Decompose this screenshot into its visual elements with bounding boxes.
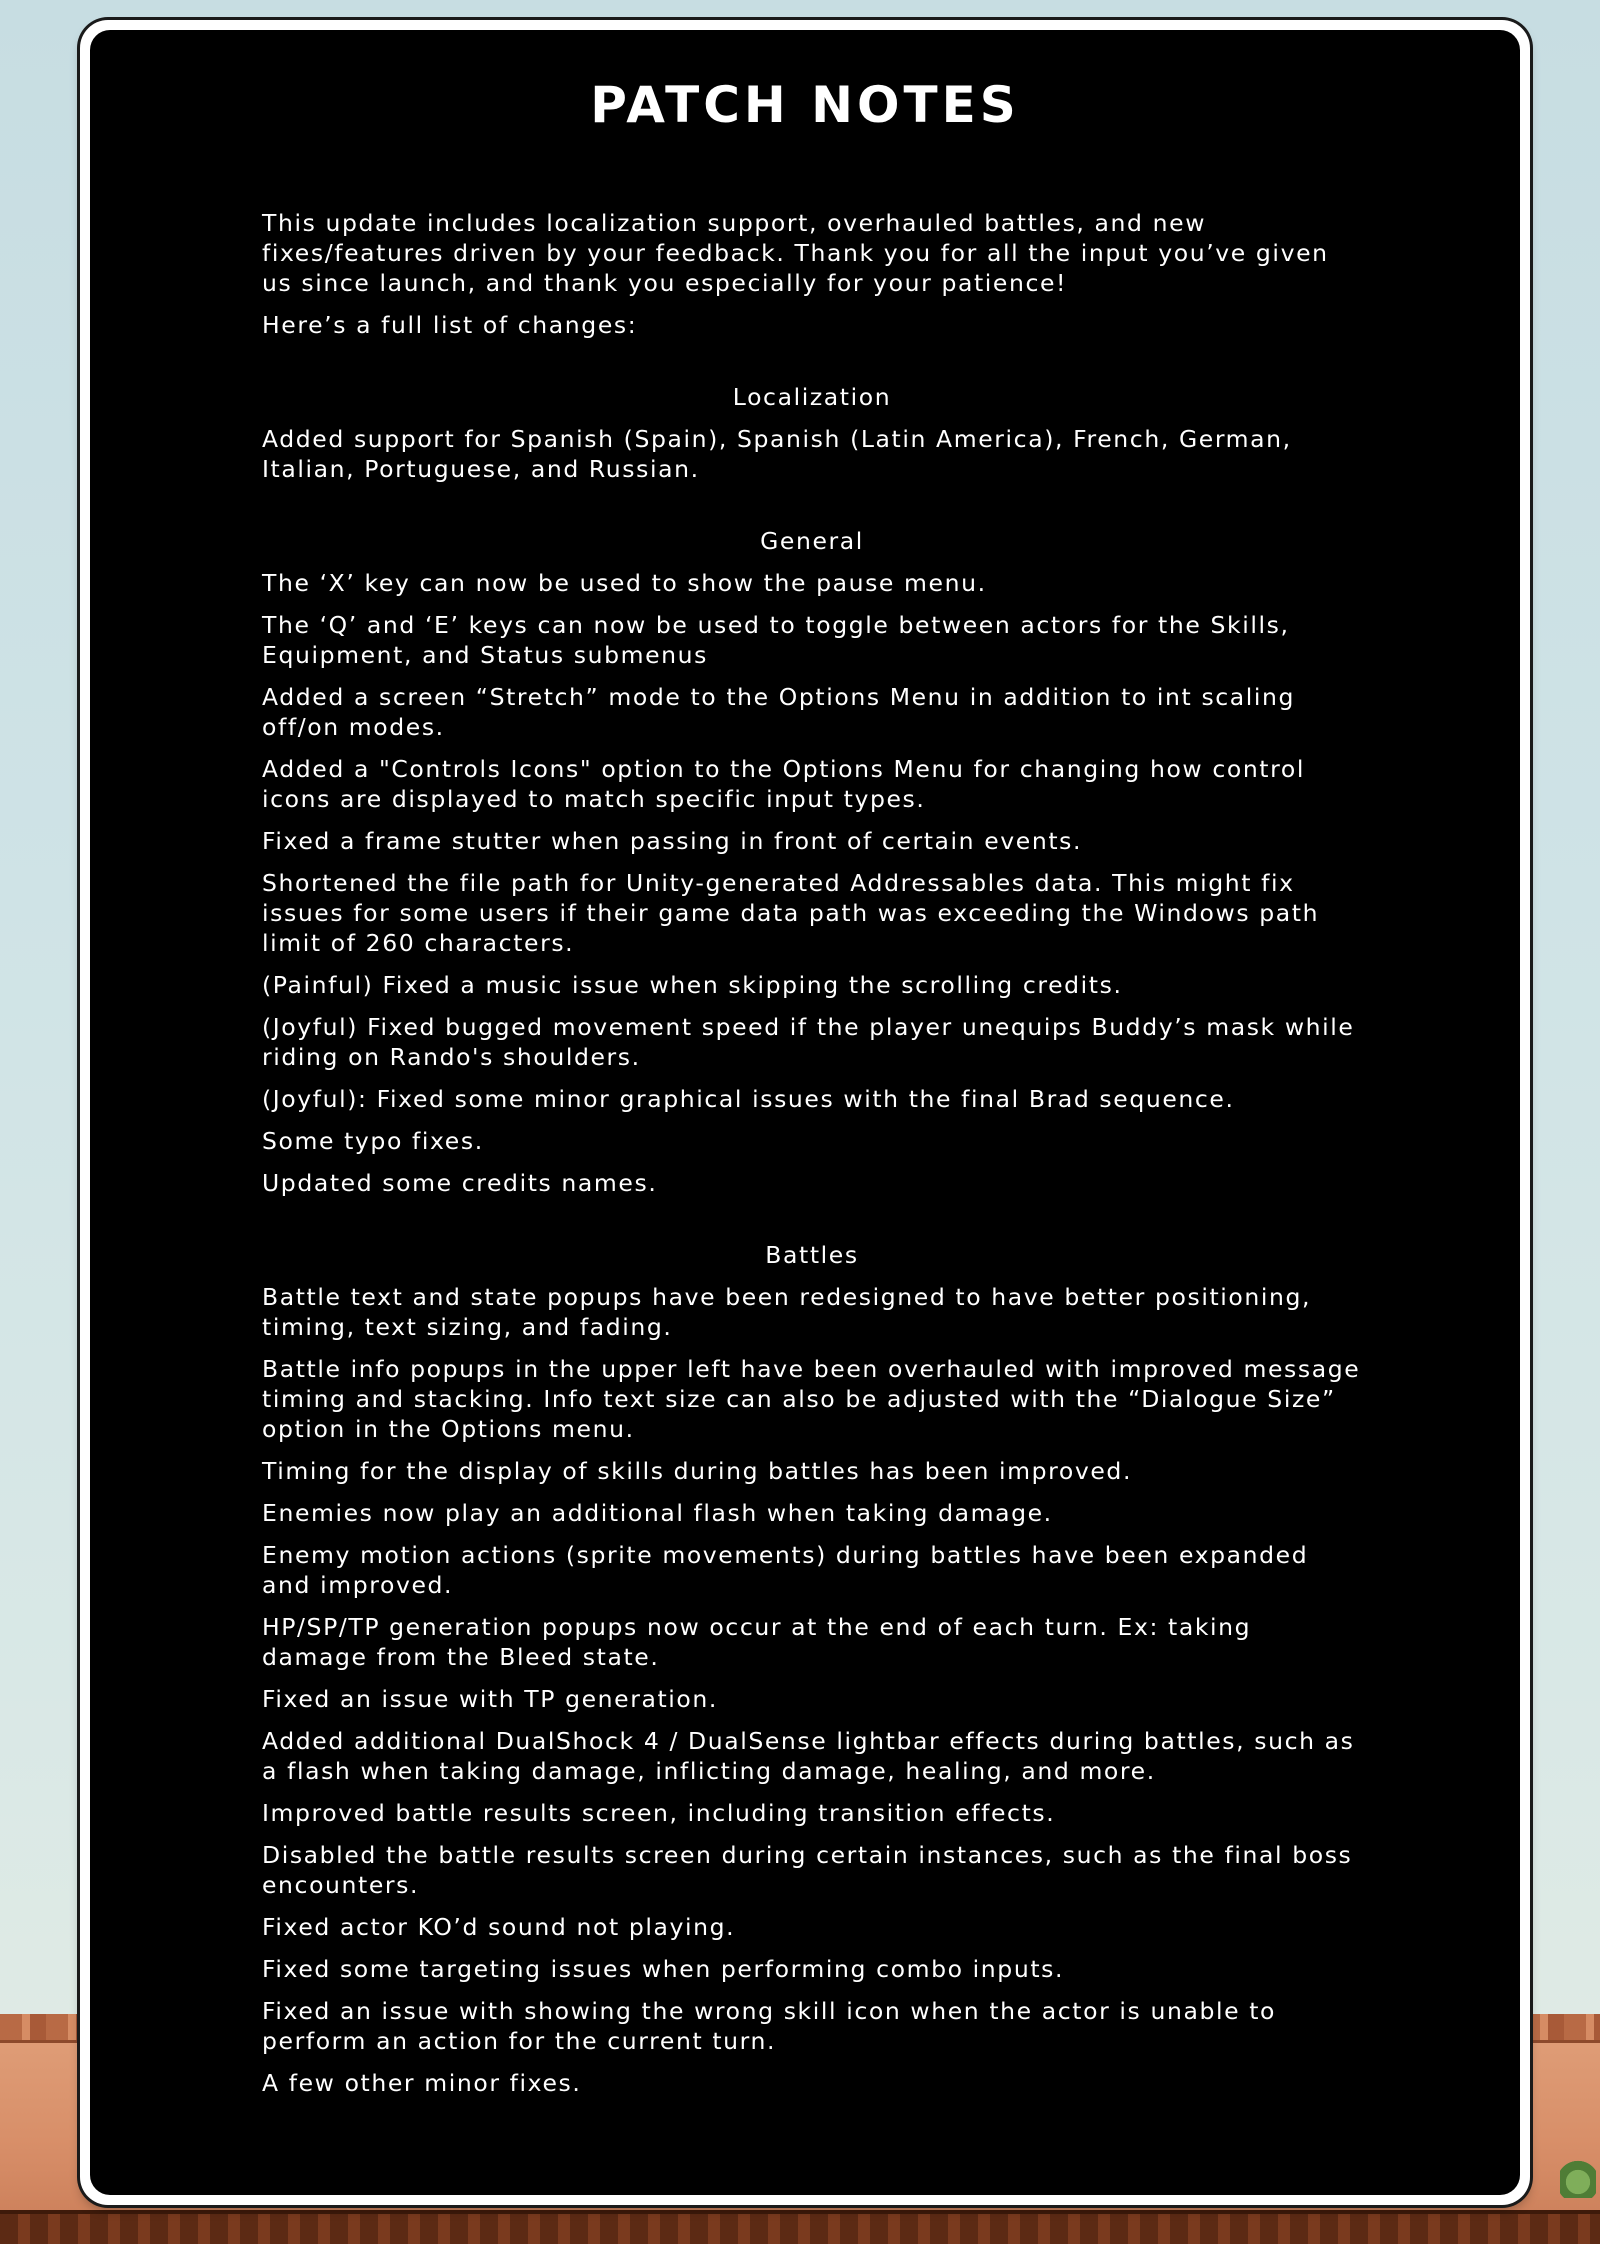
list-item: (Painful) Fixed a music issue when skipping the scrolling credits. <box>262 971 1123 999</box>
list-item: Enemy motion actions (sprite movements) during battles have been expanded and improved. <box>262 1541 1309 1599</box>
list-item: Shortened the file path for Unity-generated Addressables data. This might fix issues for some users if their game data path was exceeding the Windows path limit of 260 characters. <box>262 869 1320 957</box>
section-heading-localization: Localization <box>732 383 892 411</box>
list-item: Fixed an issue with showing the wrong skill icon when the actor is unable to perform an action for the current turn. <box>262 1997 1277 2055</box>
list-item: A few other minor fixes. <box>262 2069 582 2097</box>
list-item: (Joyful) Fixed bugged movement speed if the player unequips Buddy’s mask while riding on Rando's shoulders. <box>262 1013 1355 1071</box>
list-item: Added additional DualShock 4 / DualSense lightbar effects during battles, such as a flash when taking damage, inflicting damage, healing, and more. <box>262 1727 1355 1785</box>
patch-notes-window <box>80 20 1530 2205</box>
ground-bottom <box>0 2210 1600 2244</box>
list-item: Improved battle results screen, including transition effects. <box>262 1799 1056 1827</box>
list-item: The ‘Q’ and ‘E’ keys can now be used to toggle between actors for the Skills, Equipment, and Status submenus <box>262 611 1290 669</box>
list-item: The ‘X’ key can now be used to show the pause menu. <box>262 569 987 597</box>
patch-notes-content <box>262 208 1362 2110</box>
list-item: Added a screen “Stretch” mode to the Options Menu in addition to int scaling off/on modes. <box>262 683 1296 741</box>
list-item: Battle text and state popups have been redesigned to have better positioning, timing, text sizing, and fading. <box>262 1283 1312 1341</box>
intro-changes-label: Here’s a full list of changes: <box>262 311 638 339</box>
section-heading-general: General <box>760 527 864 555</box>
list-item: Battle info popups in the upper left have been overhauled with improved message timing and stacking. Info text size can also be adjusted with the “Dialogue Size” option in the Options menu. <box>262 1355 1361 1443</box>
list-item: Fixed an issue with TP generation. <box>262 1685 718 1713</box>
list-item: Fixed some targeting issues when performing combo inputs. <box>262 1955 1065 1983</box>
bush-icon <box>1560 2158 1596 2198</box>
section-heading-battles: Battles <box>765 1241 859 1269</box>
list-item: Enemies now play an additional flash when taking damage. <box>262 1499 1053 1527</box>
list-item: Fixed actor KO’d sound not playing. <box>262 1913 736 1941</box>
patch-notes-panel[interactable] <box>90 30 1520 2195</box>
list-item: Some typo fixes. <box>262 1127 484 1155</box>
page-title: PATCH NOTES <box>590 76 1020 134</box>
list-item: HP/SP/TP generation popups now occur at the end of each turn. Ex: taking damage from the Bleed state. <box>262 1613 1252 1671</box>
list-item: (Joyful): Fixed some minor graphical issues with the final Brad sequence. <box>262 1085 1235 1113</box>
list-item: Updated some credits names. <box>262 1169 658 1197</box>
intro-paragraph: This update includes localization support, overhauled battles, and new fixes/features driven by your feedback. Thank you for all the input you’ve given us since launch, and thank you especially for your patience! <box>262 209 1329 297</box>
list-item: Fixed a frame stutter when passing in front of certain events. <box>262 827 1083 855</box>
list-item: Added support for Spanish (Spain), Spanish (Latin America), French, German, Italian, Portuguese, and Russian. <box>262 425 1292 483</box>
list-item: Disabled the battle results screen during certain instances, such as the final boss encounters. <box>262 1841 1353 1899</box>
list-item: Added a "Controls Icons" option to the Options Menu for changing how control icons are displayed to match specific input types. <box>262 755 1305 813</box>
list-item: Timing for the display of skills during battles has been improved. <box>262 1457 1133 1485</box>
